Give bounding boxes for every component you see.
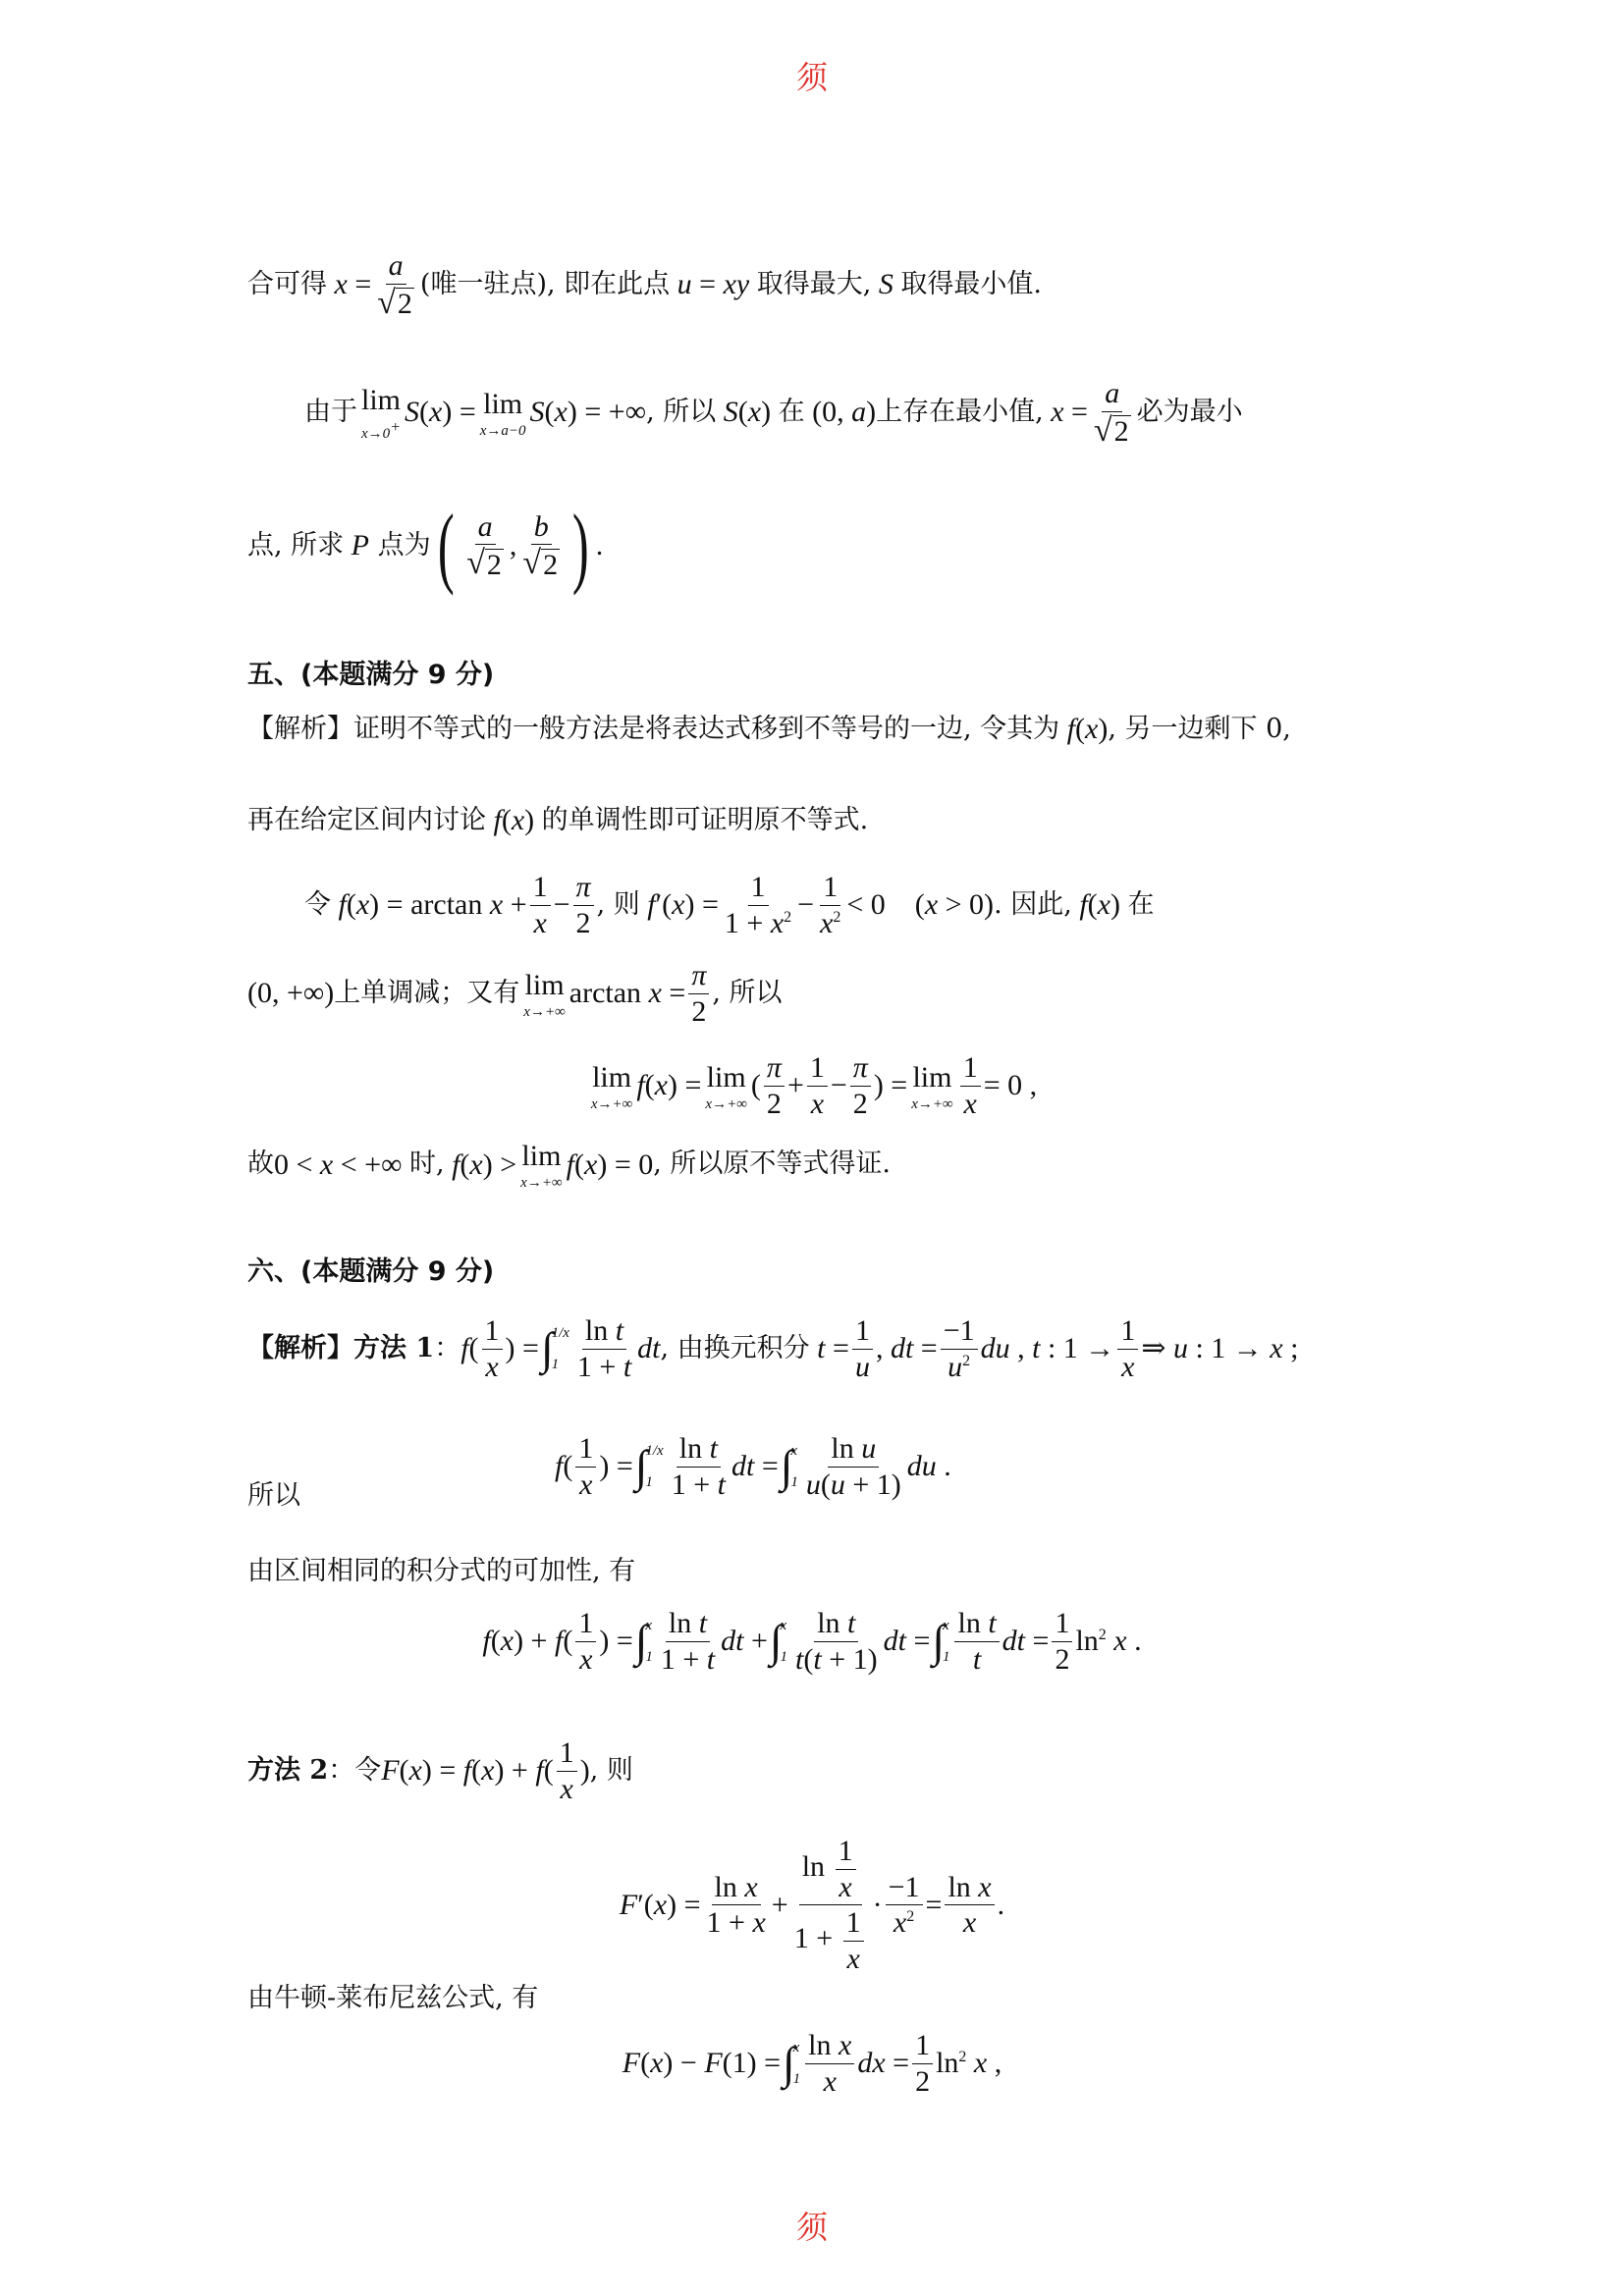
point-label: P — [351, 529, 369, 561]
text: , 即在此点 — [547, 269, 671, 300]
text: , 所以 — [712, 977, 783, 1008]
text: 必为最小 — [1136, 397, 1243, 428]
text: 【解析】 — [247, 1332, 353, 1363]
s6-line-1: 【解析】 方法 1 ： f( $\frac{1}{x}$ ) = ∫ 1/x 1 $\frac{\text{ln t}}{1 + t}$ dt , 由换元积分 t = $\frac{1}{u}$ , dt = $\frac{-1}{u^2}$ du , t : 1 → $\frac{1}{x}$ ⇒ u : 1 → x ; — [247, 1314, 1299, 1383]
s6-equation-1: f( $\frac{1}{x}$ ) = ∫ 1/x 1 $\frac{\text{ln t}}{1 + t}$ dt = ∫ x 1 $\frac{\text{ln u}}{u(u + 1)}$ du . — [555, 1432, 951, 1501]
s6-equation-4: F(x) − F(1) = ∫ x 1 $\frac{\text{ln x}}{x}$ dx = $\frac{1}{2}$ $\ln^2 x$ , — [622, 2029, 1002, 2098]
text: 再在给定区间内讨论 — [247, 804, 486, 835]
text: 点, 所求 — [247, 529, 345, 561]
text: (唯一驻点) — [419, 269, 547, 300]
text: , 另一边剩下 0, — [1108, 713, 1291, 744]
text: , 由换元积分 — [660, 1332, 810, 1363]
text: 上存在最小值, — [876, 397, 1044, 428]
text: 在 — [778, 397, 805, 428]
s5-equation: lim x→+∞ f(x) = lim x→+∞ ( $\frac{\pi}{2}$ + $\frac{1}{x}$ − $\frac{\pi}{2}$ ) = lim x→+∞ $\frac{1}{x}$ = 0 , — [590, 1051, 1038, 1120]
s5-line-4: (0, +∞) 上单调减；又有 lim x→+∞ arctan x = $\frac{\pi}{2}$ , 所以 — [247, 959, 783, 1028]
text: 令 — [304, 888, 331, 920]
paragraph-1: 合可得 x = a √ 2 (唯一驻点) , 即在此点 u = xy 取得最大, S 取得最小值. — [247, 249, 1042, 321]
text: 合可得 — [247, 269, 327, 300]
fraction: a √ 2 — [377, 249, 412, 321]
paragraph-2: 由于 lim x→0+ S(x) = lim x→a−0 S(x) = +∞ , 所以 S(x) 在 (0, a) 上存在最小值, x = a √ 2 必为最小 — [304, 377, 1243, 449]
text: 由于 — [304, 397, 357, 428]
s5-line-3: 令 f(x) = arctan x + $\frac{1}{x}$ − $\frac{\pi}{2}$ , 则 f′(x) = $\frac{1}{1 + x^2}$ − $\frac{1}{x^2}$ < 0 (x > 0) . 因此, f(x) 在 — [304, 871, 1155, 939]
text: 时, — [408, 1148, 445, 1180]
text: ：令 — [328, 1754, 382, 1786]
text: . 因此, — [994, 888, 1072, 920]
s5-line-1: 【解析】证明不等式的一般方法是将表达式移到不等号的一边, 令其为 f(x) , 另一边剩下 0, — [247, 713, 1291, 745]
text: 的单调性即可证明原不等式. — [541, 804, 869, 835]
s6-line-7: 由牛顿-莱布尼兹公式, 有 — [247, 1983, 539, 2013]
text: 点为 — [377, 529, 431, 561]
page-footer-mark: 须 — [795, 2209, 828, 2246]
text: 故 — [247, 1148, 274, 1180]
section-6-title: 六、(本题满分 9 分) — [247, 1256, 495, 1287]
method-2-label: 方法 2 — [247, 1754, 329, 1786]
text: , 则 — [596, 888, 640, 920]
section-5-title: 五、(本题满分 9 分) — [247, 660, 495, 690]
s5-line-6: 故 0 < x < +∞ 时, f(x) > lim x→+∞ f(x) = 0 , 所以原不等式得证. — [247, 1140, 891, 1191]
method-1-label: 方法 1 — [353, 1332, 435, 1363]
s5-line-2: 再在给定区间内讨论 f(x) 的单调性即可证明原不等式. — [247, 804, 869, 836]
text: 上单调减；又有 — [334, 977, 520, 1008]
text: 在 — [1127, 888, 1155, 920]
paragraph-3: 点, 所求 P 点为 ( a √ 2 , b √ 2 ) . — [247, 496, 604, 596]
s6-line-2-label: 所以 — [247, 1480, 300, 1511]
s6-equation-3: F′(x) = $\frac{\text{ln x}}{1 + x}$ + ln $\frac{1}{x}$ 1 + $\frac{1}{x}$ · $\frac{-1}{x^2}$ = $\frac{\text{ln x}}{x}$ . — [619, 1835, 1005, 1975]
s6-equation-2: f(x) + f( $\frac{1}{x}$ ) = ∫ x 1 $\frac{\text{ln t}}{1 + t}$ dt + ∫ x 1 $\frac{\text{ln t}}{t(t + 1)}$ dt = ∫ x 1 $\frac{\text{ln t}}{t}$ dt = $\frac{1}{2}$ $\ln^2 x$ . — [482, 1607, 1142, 1676]
text: 【解析】证明不等式的一般方法是将表达式移到不等号的一边, 令其为 — [247, 713, 1060, 744]
text: , 所以原不等式得证. — [653, 1148, 891, 1180]
text: ： — [434, 1332, 461, 1363]
text: 取得最大, — [756, 269, 872, 300]
s6-line-3: 由区间相同的积分式的可加性, 有 — [247, 1556, 636, 1586]
text: 取得最小值. — [900, 269, 1042, 300]
page-header-mark: 须 — [795, 59, 828, 96]
s6-line-5: 方法 2 ：令 F(x) = f(x) + f( $\frac{1}{x}$ ) , 则 — [247, 1736, 633, 1805]
text: , 所以 — [646, 397, 717, 428]
text: , 则 — [589, 1754, 633, 1786]
